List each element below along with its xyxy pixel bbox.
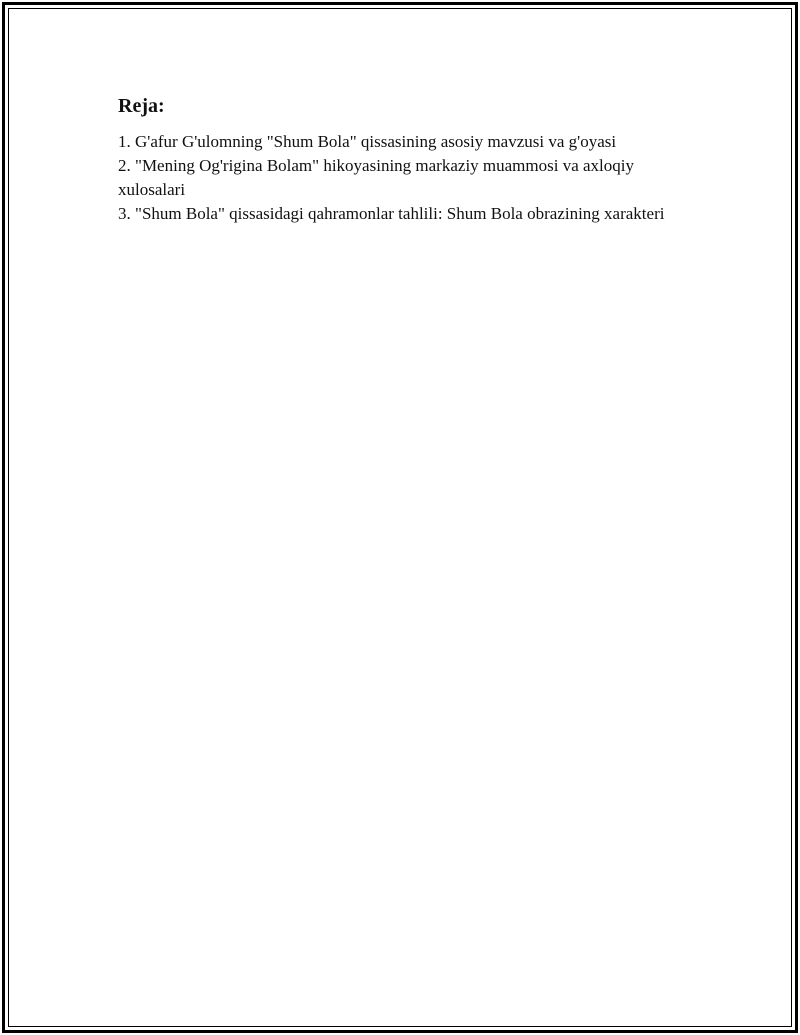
document-content bbox=[118, 92, 698, 226]
plan-item-3: 3. "Shum Bola" qissasidagi qahramonlar tahlili: Shum Bola obrazining xarakteri bbox=[118, 204, 665, 223]
plan-heading: Reja: bbox=[118, 95, 165, 117]
plan-list bbox=[118, 130, 698, 226]
plan-item-1: 1. G'afur G'ulomning "Shum Bola" qissasining asosiy mavzusi va g'oyasi bbox=[118, 132, 617, 151]
plan-item-2: 2. "Mening Og'rigina Bolam" hikoyasining markaziy muammosi va axloqiy xulosalari bbox=[118, 156, 635, 199]
